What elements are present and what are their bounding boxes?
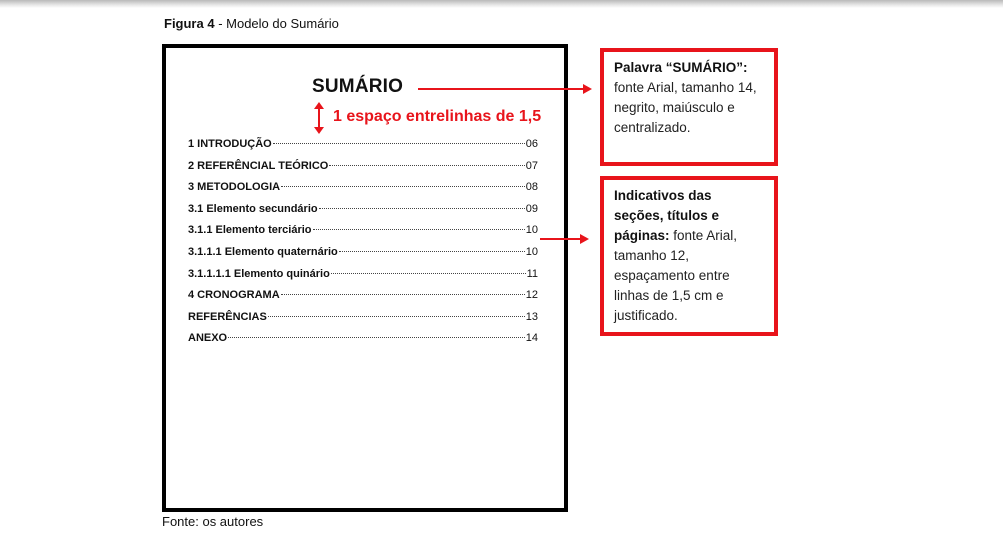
dot-leader: [313, 229, 525, 230]
toc-label: 1 INTRODUÇÃO: [188, 138, 272, 150]
arrow-right-icon: [540, 238, 587, 240]
toc-label: 4 CRONOGRAMA: [188, 289, 280, 302]
toc-row: [188, 134, 538, 156]
toc-label: 3 METODOLOGIA: [188, 181, 281, 194]
toc-label: 3.1.1.1.1 Elemento quinário: [188, 267, 330, 280]
toc-page-number: 06: [525, 138, 538, 150]
toc-page-number: 08: [525, 181, 538, 194]
toc-row: [188, 328, 538, 350]
toc-page-number: 10: [525, 245, 538, 258]
toc-page-number: 09: [525, 202, 538, 215]
spacing-annotation: 1 espaço entrelinhas de 1,5: [333, 108, 542, 125]
note-box-sections-format: [600, 176, 778, 336]
toc-page-number: 10: [525, 224, 538, 237]
toc-page-number: 12: [525, 289, 538, 302]
toc-label: 3.1.1 Elemento terciário: [188, 224, 312, 237]
double-arrow-vertical-icon: [318, 104, 320, 132]
figure-title: Modelo do Sumário: [226, 16, 339, 31]
sumario-heading: SUMÁRIO: [312, 76, 404, 97]
toc-label: 3.1 Elemento secundário: [188, 202, 318, 215]
toc-row: [188, 285, 538, 307]
top-shadow-band: [0, 0, 1003, 8]
dot-leader: [319, 208, 525, 209]
dot-leader: [339, 251, 525, 252]
dot-leader: [281, 294, 525, 295]
note-heading: Palavra “SUMÁRIO”:: [614, 60, 748, 75]
dot-leader: [329, 165, 524, 166]
figure-caption: [164, 16, 339, 31]
note-text: fonte Arial, tamanho 14, negrito, maiúsculo e centralizado.: [614, 80, 757, 135]
toc-row: [188, 177, 538, 199]
caption-separator: -: [214, 16, 227, 31]
dot-leader: [228, 337, 525, 338]
toc-row: [188, 264, 538, 286]
dot-leader: [273, 143, 525, 144]
toc-list: [188, 134, 538, 350]
toc-row: [188, 220, 538, 242]
toc-row: [188, 307, 538, 329]
toc-label: ANEXO: [188, 332, 228, 345]
toc-label: 3.1.1.1 Elemento quaternário: [188, 245, 338, 258]
dot-leader: [281, 186, 525, 187]
toc-row: [188, 242, 538, 264]
figure-source: Fonte: os autores: [162, 514, 264, 529]
dot-leader: [331, 273, 526, 274]
toc-row: [188, 156, 538, 178]
dot-leader: [268, 316, 525, 317]
toc-page-number: 11: [526, 267, 538, 280]
arrow-right-icon: [418, 88, 590, 90]
toc-label: REFERÊNCIAS: [188, 310, 267, 323]
toc-page-number: 07: [525, 159, 538, 172]
toc-page-number: 13: [525, 310, 538, 323]
note-box-title-format: [600, 48, 778, 166]
note-text: fonte Arial, tamanho 12, espaçamento entre linhas de 1,5 cm e justificado.: [614, 228, 738, 323]
toc-label: 2 REFERÊNCIAL TEÓRICO: [188, 159, 329, 172]
toc-page-number: 14: [525, 332, 538, 345]
figure-label: Figura 4: [164, 16, 215, 31]
note-heading: Indicativos das seções, títulos e páginas:: [614, 188, 720, 243]
toc-row: [188, 199, 538, 221]
